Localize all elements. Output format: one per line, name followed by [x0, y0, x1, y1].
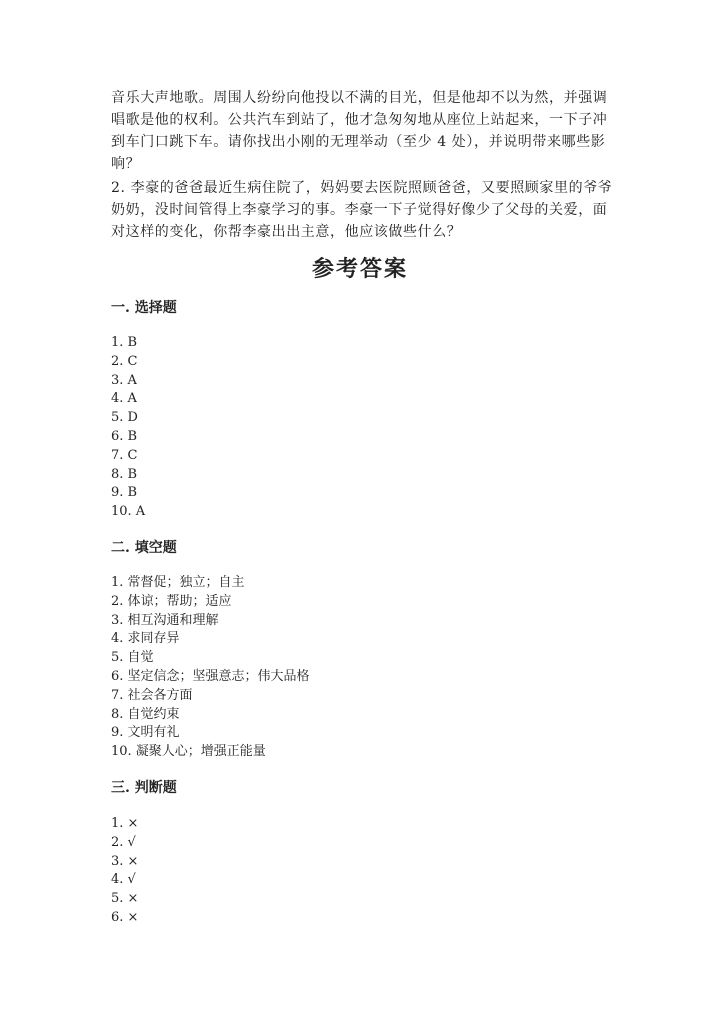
list-item: 9. 文明有礼	[111, 725, 180, 741]
list-item: 3. A	[111, 372, 137, 388]
list-item: 10. 凝聚人心；增强正能量	[111, 744, 266, 760]
list-item: 1. 常督促；独立；自主	[111, 575, 245, 590]
list-item: 5. 自觉	[111, 650, 154, 666]
question-1-continuation	[111, 87, 609, 175]
text-line: 到车门口跳下车。请你找出小刚的无理举动（至少 4 处），并说明带来哪些影	[111, 134, 606, 150]
list-item: 2. √	[111, 834, 136, 850]
list-item: 5. ×	[111, 891, 139, 907]
text-line: 响？	[111, 156, 141, 172]
list-item: 2. 体谅；帮助；适应	[111, 593, 232, 609]
list-item: 9. B	[111, 485, 138, 501]
section-heading-choice: 一. 选择题	[111, 300, 177, 316]
section-heading-true-false: 三. 判断题	[111, 780, 177, 796]
list-item: 4. √	[111, 872, 136, 888]
text-line: 奶奶，没时间管得上李豪学习的事。李豪一下子觉得好像少了父母的关爱，面	[111, 202, 608, 218]
list-item: 2. C	[111, 353, 138, 369]
list-item: 6. 坚定信念；坚强意志；伟大品格	[111, 668, 310, 684]
answer-title: 参考答案	[311, 256, 408, 282]
list-item: 5. D	[111, 410, 138, 426]
list-item: 1. ×	[111, 816, 139, 831]
list-item: 4. A	[111, 391, 137, 407]
list-item: 3. 相互沟通和理解	[111, 612, 219, 628]
list-item: 6. B	[111, 428, 138, 444]
text-line: 2. 李豪的爸爸最近生病住院了，妈妈要去医院照顾爸爸，又要照顾家里的爷爷	[111, 180, 613, 196]
text-line: 音乐大声地歌。周围人纷纷向他投以不满的目光，但是他却不以为然，并强调	[111, 90, 608, 106]
list-item: 1. B	[111, 335, 138, 350]
list-item: 4. 求同存异	[111, 631, 180, 647]
list-item: 8. B	[111, 466, 138, 482]
text-line: 唱歌是他的权利。公共汽车到站了，他才急匆匆地从座位上站起来，一下子冲	[111, 112, 608, 128]
list-item: 7. 社会各方面	[111, 687, 193, 703]
list-item: 8. 自觉约束	[111, 706, 180, 722]
list-item: 7. C	[111, 447, 138, 463]
list-item: 10. A	[111, 504, 146, 520]
choice-answer-list	[111, 334, 145, 522]
list-item: 6. ×	[111, 909, 139, 925]
fill-blank-answer-list	[111, 574, 310, 762]
list-item: 3. ×	[111, 853, 139, 869]
question-2	[111, 177, 613, 243]
true-false-answer-list	[111, 815, 138, 928]
section-heading-fill-blank: 二. 填空题	[111, 540, 177, 556]
text-line: 对这样的变化，你帮李豪出出主意，他应该做些什么？	[111, 224, 462, 240]
